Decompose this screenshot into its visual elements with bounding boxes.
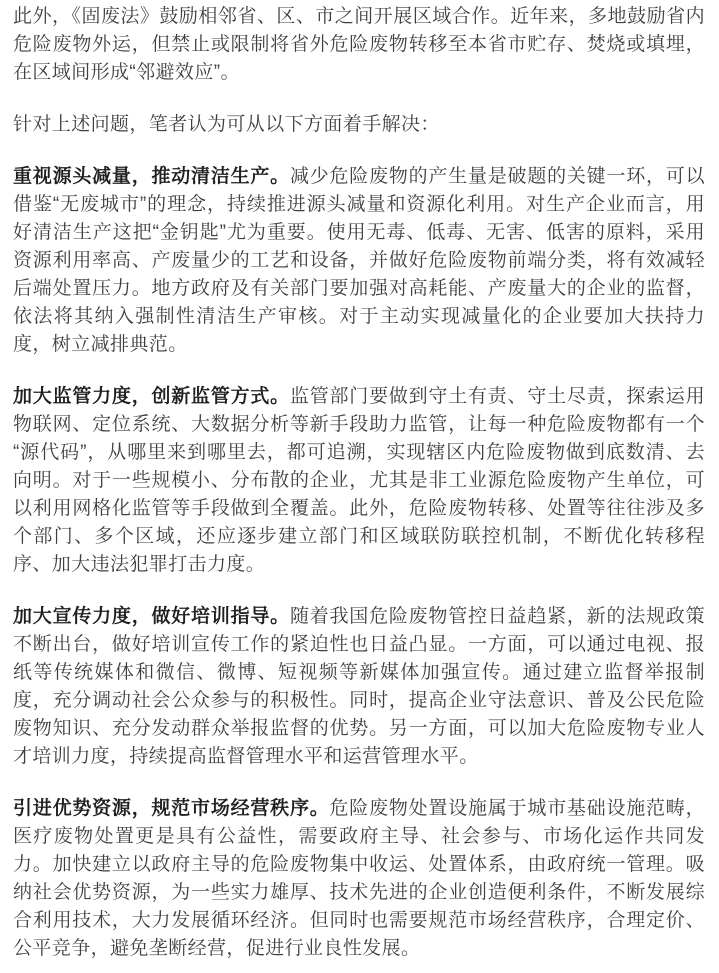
paragraph-lead: 引进优势资源，规范市场经营秩序。 [13, 798, 330, 819]
paragraph-text: 监管部门要做到守土有责、守土尽责，探索运用物联网、定位系统、大数据分析等新手段助力监管，让每一种危险废物都有一个“源代码”，从哪里来到哪里去，都可追溯，实现辖区内危险废物做到底数清、去向明。对于一些规模小、分布散的企业，尤其是非工业源危险废物产生单位，可以利用网格化监管等手段做到全覆盖。此外，危险废物转移、处置等往往涉及多个部门、多个区域，还应逐步建立部门和区域联防联控机制，不断优化转移程序、加大违法犯罪打击力度。 [13, 386, 705, 575]
article-paragraph [13, 603, 705, 771]
paragraph-text: 此外，《固废法》鼓励相邻省、区、市之间开展区域合作。近年来，多地鼓励省内危险废物外运，但禁止或限制将省外危险废物转移至本省市贮存、焚烧或填埋，在区域间形成“邻避效应”。 [13, 6, 705, 83]
paragraph-lead: 加大宣传力度，做好培训指导。 [13, 606, 290, 627]
article-paragraph [13, 383, 705, 579]
paragraph-text: 减少危险废物的产生量是破题的关键一环，可以借鉴“无废城市”的理念，持续推进源头减量和资源化利用。对生产企业而言，用好清洁生产这把“金钥匙”尤为重要。使用无毒、低毒、无害、低害的原料，采用资源利用率高、产废量少的工艺和设备，并做好危险废物前端分类，将有效减轻后端处置压力。地方政府及有关部门要加强对高耗能、产废量大的企业的监督，依法将其纳入强制性清洁生产审核。对于主动实现减量化的企业要加大扶持力度，树立减排典范。 [13, 166, 705, 355]
article-paragraph [13, 111, 705, 139]
paragraph-lead: 重视源头减量，推动清洁生产。 [13, 166, 290, 187]
paragraph-text: 针对上述问题，笔者认为可从以下方面着手解决： [13, 114, 440, 135]
article-paragraph [13, 163, 705, 359]
article-paragraph [13, 3, 705, 87]
article-paragraph [13, 795, 705, 963]
paragraph-text: 随着我国危险废物管控日益趋紧，新的法规政策不断出台，做好培训宣传工作的紧迫性也日益凸显。一方面，可以通过电视、报纸等传统媒体和微信、微博、短视频等新媒体加强宣传。通过建立监督举报制度，充分调动社会公众参与的积极性。同时，提高企业守法意识、普及公民危险废物知识、充分发动群众举报监督的优势。另一方面，可以加大危险废物专业人才培训力度，持续提高监督管理水平和运营管理水平。 [13, 606, 705, 767]
paragraph-lead: 加大监管力度，创新监管方式。 [13, 386, 290, 407]
paragraph-text: 危险废物处置设施属于城市基础设施范畴，医疗废物处置更是具有公益性，需要政府主导、社会参与、市场化运作共同发力。加快建立以政府主导的危险废物集中收运、处置体系，由政府统一管理。吸纳社会优势资源，为一些实力雄厚、技术先进的企业创造便利条件，不断发展综合利用技术，大力发展循环经济。但同时也需要规范市场经营秩序，合理定价、公平竞争，避免垄断经营，促进行业良性发展。 [13, 798, 705, 959]
